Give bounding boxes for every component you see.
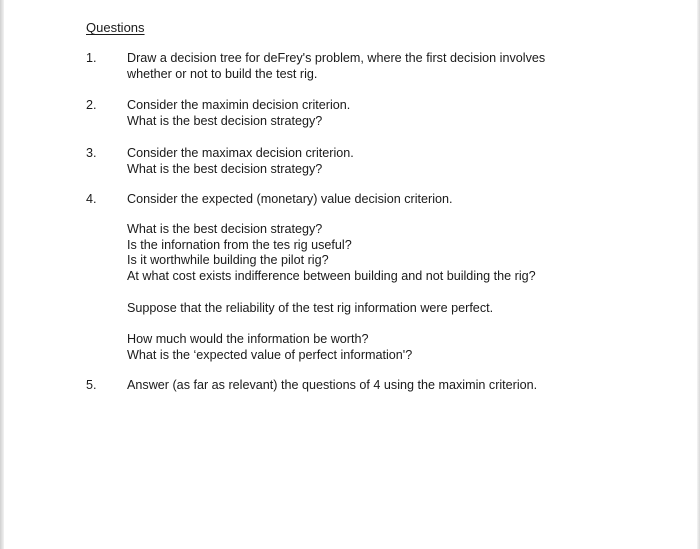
question-line: Is it worthwhile building the pilot rig? [127, 253, 329, 267]
question-line: Consider the expected (monetary) value decision criterion. [127, 192, 453, 206]
question-text [127, 98, 647, 129]
question-text [127, 146, 647, 177]
question-text [127, 51, 647, 82]
question-line: Suppose that the reliability of the test rig information were perfect. [127, 301, 494, 315]
questions-heading: Questions [86, 20, 145, 35]
question-line: Draw a decision tree for deFrey's problem, where the first decision involves [127, 51, 546, 65]
question-number: 3. [86, 146, 97, 160]
question-text [127, 192, 647, 208]
question-text [127, 378, 647, 394]
question-text [127, 301, 647, 317]
question-line: How much would the information be worth? [127, 332, 369, 346]
question-line: whether or not to build the test rig. [127, 66, 318, 81]
question-text [127, 332, 647, 363]
question-number: 5. [86, 378, 97, 392]
question-line: Consider the maximin decision criterion. [127, 98, 351, 112]
question-line: What is the best decision strategy? [127, 222, 323, 236]
question-number: 1. [86, 51, 97, 65]
question-line: Answer (as far as relevant) the questions of 4 using the maximin criterion. [127, 378, 538, 392]
question-line: What is the best decision strategy? [127, 161, 323, 176]
question-line: Is the infornation from the tes rig useful? [127, 237, 352, 252]
question-number: 2. [86, 98, 97, 112]
page-edge-left [0, 0, 4, 549]
question-line: What is the best decision strategy? [127, 113, 323, 128]
question-text [127, 222, 647, 284]
question-line: At what cost exists indifference between building and not building the rig? [127, 268, 536, 283]
question-line: Consider the maximax decision criterion. [127, 146, 354, 160]
question-line: What is the ‘expected value of perfect information'? [127, 347, 413, 362]
question-number: 4. [86, 192, 97, 206]
